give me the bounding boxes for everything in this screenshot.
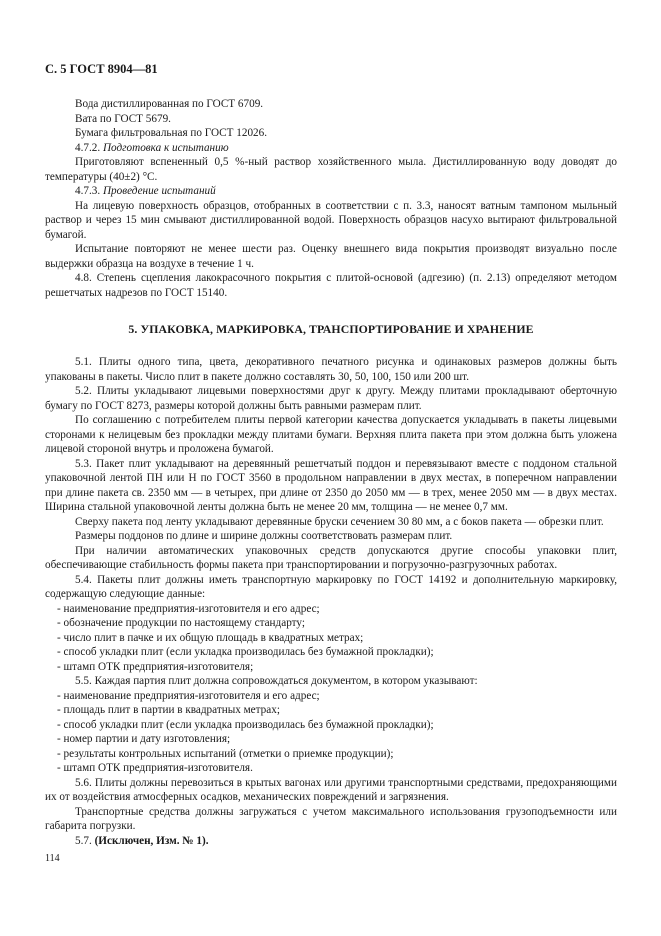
list-item: - обозначение продукции по настоящему стандарту; — [57, 617, 305, 629]
page-header: С. 5 ГОСТ 8904—81 — [45, 62, 158, 76]
clause-4-8: 4.8. Степень сцепления лакокрасочного покрытия с плитой-основой (адгезию) (п. 2.13) определяют методом решетчатых надрезов по ГОСТ 15140. — [45, 272, 617, 299]
clause-5-3: 5.3. Пакет плит укладывают на деревянный решетчатый поддон и перевязывают вместе с поддоном стальной упаковочной лентой ПН или Н по ГОСТ 3560 в продольном направлении в двух местах, в поперечном направлении при длине пакета св. 2350 мм — в четырех, при длине от 2350 до 2050 мм — в трех, менее 2050 мм — в двух местах. Ширина стальной упаковочной ленты должна быть не менее 20 мм, толщина — не менее 0,7 мм. — [45, 457, 617, 513]
clause-5-2-b: По соглашению с потребителем плиты первой категории качества допускается укладывать в пакеты лицевыми сторонами к нелицевым без прокладки между плитами бумаги. Верхняя плита пакета при этом должна быть уложена лицевой стороной внутрь и проложена бумагой. — [45, 414, 617, 455]
clause-number: 4.7.2. — [75, 141, 101, 154]
page-number: 114 — [45, 853, 60, 864]
clause-4-7-2-heading — [45, 141, 617, 156]
clause-5-7 — [45, 834, 617, 849]
clause-5-5: 5.5. Каждая партия плит должна сопровождаться документом, в котором указывают: — [75, 675, 478, 687]
clause-4-7-3-text-2: Испытание повторяют не менее шести раз. Оценку внешнего вида покрытия производят визуально после выдержки образца на воздухе в течение 1 ч. — [45, 243, 617, 270]
clause-5-3-b: Сверху пакета под ленту укладывают деревянные бруски сечением 30 80 мм, а с боков пакета — обрезки плит. — [75, 515, 604, 528]
list-item: - штамп ОТК предприятия-изготовителя. — [57, 762, 253, 774]
list-item: - штамп ОТК предприятия-изготовителя; — [57, 660, 254, 673]
clause-5-4: 5.4. Пакеты плит должны иметь транспортную маркировку по ГОСТ 14192 и дополнительную маркировку, содержащую следующие данные: — [45, 573, 617, 600]
clause-title: Проведение испытаний — [102, 185, 216, 197]
section-title: 5. УПАКОВКА, МАРКИРОВКА, ТРАНСПОРТИРОВАНИЕ И ХРАНЕНИЕ — [128, 322, 534, 336]
list-item: - номер партии и дату изготовления; — [57, 733, 231, 745]
list-item: - способ укладки плит (если укладка производилась без бумажной прокладки); — [57, 646, 434, 658]
clause-5-3-d: При наличии автоматических упаковочных средств допускаются другие способы упаковки плит, обеспечивающие стабильность формы пакета при транспортировании и погрузочно-разгрузочных работах. — [45, 544, 617, 571]
clause-5-1: 5.1. Плиты одного типа, цвета, декоративного печатного рисунка и одинаковых размеров должны быть упакованы в пакеты. Число плит в пакете должно составлять 30, 50, 100, 150 или 200 шт. — [45, 356, 617, 383]
materials-line-3: Бумага фильтровальная по ГОСТ 12026. — [75, 127, 268, 139]
document-page — [45, 62, 617, 848]
clause-5-2: 5.2. Плиты укладывают лицевыми поверхностями друг к другу. Между плитами прокладывают оберточную бумагу по ГОСТ 8273, размеры которой должны быть равными размерам плит. — [45, 385, 617, 412]
clause-4-7-3-text: На лицевую поверхность образцов, отобранных в соответствии с п. 3.3, наносят ватным тампоном мыльный раствор и через 15 мин смывают дистиллированной водой. Поверхность образцов насухо вытирают фильтровальной бумагой. — [45, 199, 617, 241]
materials-line-1: Вода дистиллированная по ГОСТ 6709. — [75, 98, 264, 110]
clause-4-7-2-text: Приготовляют вспененный 0,5 %-ный раствор хозяйственного мыла. Дистиллированную воду доводят до температуры (40±2) °С. — [45, 156, 617, 183]
list-item: - результаты контрольных испытаний (отметки о приемке продукции); — [57, 747, 394, 760]
list-item: - наименование предприятия-изготовителя и его адрес; — [57, 602, 320, 615]
clause-title: Подготовка к испытанию — [102, 141, 229, 154]
clause-excluded-note: (Исключен, Изм. № 1). — [94, 834, 209, 847]
list-item: - наименование предприятия-изготовителя и его адрес; — [57, 689, 320, 702]
clause-5-6: 5.6. Плиты должны перевозиться в крытых вагонах или другими транспортными средствами, предохраняющими их от воздействия атмосферных осадков, механических повреждений и загрязнения. — [45, 776, 617, 803]
clause-5-6-b: Транспортные средства должны загружаться с учетом максимального использования грузоподъемности или габарита погрузки. — [45, 805, 617, 832]
clause-4-7-3-heading — [45, 184, 617, 199]
list-item: - площадь плит в партии в квадратных метрах; — [57, 704, 280, 716]
list-item: - число плит в пачке и их общую площадь в квадратных метрах; — [57, 631, 364, 644]
list-item: - способ укладки плит (если укладка производилась без бумажной прокладки); — [57, 718, 434, 731]
clause-number: 5.7. — [75, 834, 92, 847]
clause-5-3-c: Размеры поддонов по длине и ширине должны соответствовать размерам плит. — [75, 530, 453, 542]
clause-number: 4.7.3. — [75, 185, 101, 197]
materials-line-2: Вата по ГОСТ 5679. — [75, 112, 171, 125]
